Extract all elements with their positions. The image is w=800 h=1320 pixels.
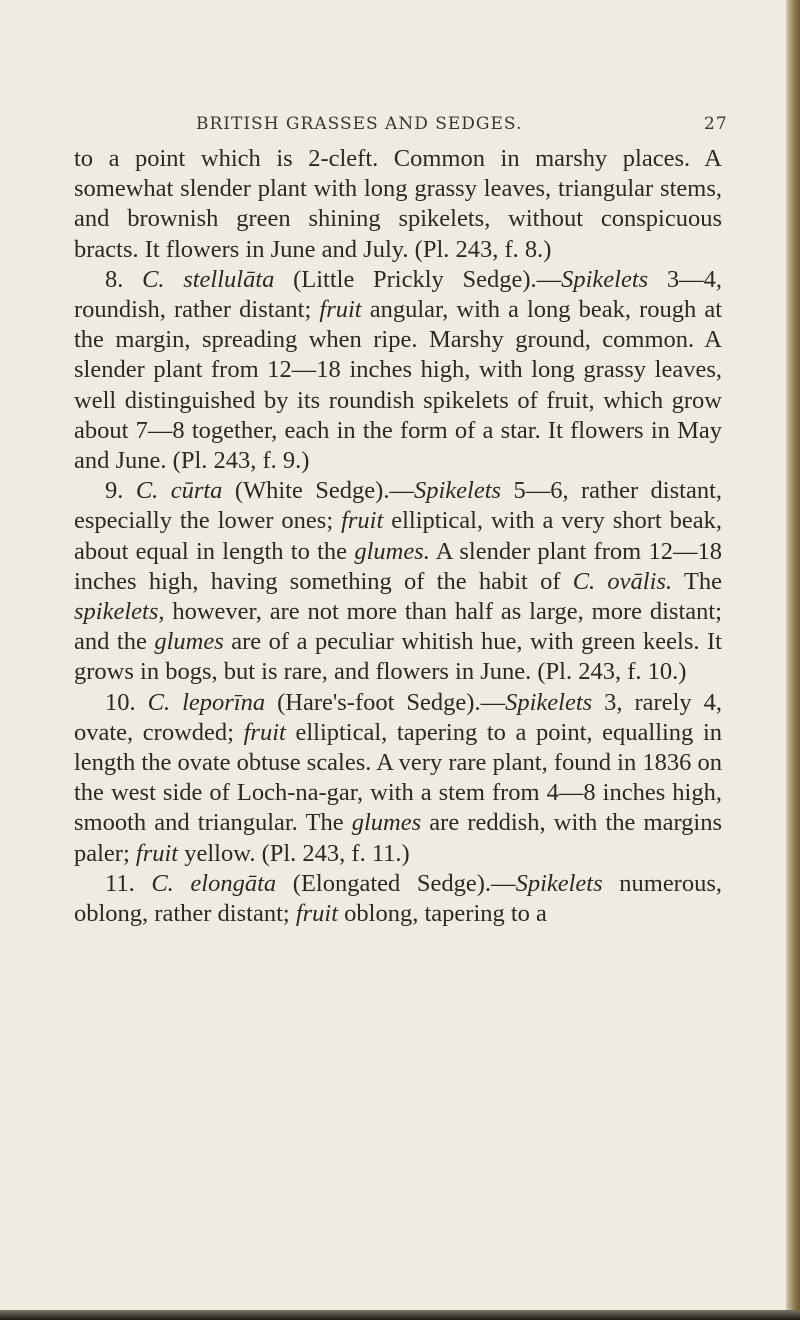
- text-run: 3—4, roundish, rather distant;: [74, 265, 722, 324]
- entry-number: 11.: [105, 869, 152, 897]
- paragraph-species-11: [74, 869, 722, 929]
- term-spikelets: Spikelets: [413, 477, 502, 505]
- entry-number: 10.: [105, 688, 148, 716]
- species-reference: C. ovālis.: [572, 567, 673, 595]
- text-run: oblong, tapering to a: [338, 900, 547, 928]
- text-run: 5—6, rather distant, especially the lower ones;: [74, 477, 723, 535]
- term-spikelets: spikelets,: [74, 598, 165, 626]
- term-glumes: glumes.: [354, 537, 430, 565]
- text-run: A slender plant from 12—18 inches high, having something of the habit of: [74, 537, 722, 595]
- text-run: however, are not more than half as large, more distant; and the: [74, 598, 722, 656]
- term-fruit: fruit: [319, 296, 362, 324]
- text-run: elliptical, tapering to a point, equalling in length the ovate obtuse scales. A very rare plant, found in 1836 on the west side of Loch-na-gar, with a stem from 4—8 inches high, smooth and triangular. The: [74, 718, 722, 837]
- common-name: (Little Prickly Sedge).—: [274, 265, 562, 293]
- entry-number: 8.: [105, 265, 143, 293]
- term-fruit: fruit: [135, 839, 179, 867]
- text-run: numerous, oblong, rather distant;: [74, 869, 723, 928]
- paragraph-species-10: [74, 688, 722, 869]
- species-name: C. leporīna: [147, 688, 266, 716]
- paragraph-species-9: [74, 476, 722, 687]
- paragraph-species-8: [74, 265, 722, 476]
- term-fruit: fruit: [243, 718, 286, 746]
- term-spikelets: Spikelets: [561, 265, 649, 293]
- term-glumes: glumes: [351, 809, 422, 837]
- term-fruit: fruit: [295, 900, 339, 928]
- text-run: are of a peculiar whitish hue, with green keels. It grows in bogs, but is rare, and flowers in June. (Pl. 243, f. 10.): [74, 628, 722, 686]
- text-run: yellow. (Pl. 243, f. 11.): [178, 839, 410, 867]
- term-fruit: fruit: [341, 507, 384, 535]
- page-edge-shadow: [786, 0, 800, 1320]
- text-run: 3, rarely 4, ovate, crowded;: [74, 688, 722, 746]
- running-title: BRITISH GRASSES AND SEDGES.: [196, 114, 523, 134]
- term-glumes: glumes: [154, 628, 224, 656]
- text-run: elliptical, with a very short beak, about equal in length to the: [74, 507, 722, 565]
- species-name: C. elongāta: [151, 869, 277, 897]
- common-name: (White Sedge).—: [222, 477, 414, 505]
- common-name: (Hare's-foot Sedge).—: [265, 688, 506, 716]
- body-text: [74, 144, 722, 929]
- species-name: C. stellulāta: [142, 265, 275, 293]
- text-run: are reddish, with the margins paler;: [74, 809, 722, 867]
- text-run: angular, with a long beak, rough at the margin, spreading when ripe. Marshy ground, common. A slender plant from 12—18 inches high, with long grassy leaves, well distinguished by its roundish spikelets of fruit, which grow about 7—8 together, each in the form of a star. It flowers in May and June. (Pl. 243, f. 9.): [74, 296, 722, 475]
- page-number: 27: [704, 114, 728, 134]
- text-run: The: [672, 567, 722, 595]
- term-spikelets: Spikelets: [515, 869, 603, 897]
- common-name: (Elongated Sedge).—: [276, 869, 516, 897]
- entry-number: 9.: [105, 477, 136, 505]
- paragraph-continuation: [74, 144, 722, 265]
- species-name: C. cūrta: [135, 477, 223, 505]
- term-spikelets: Spikelets: [505, 688, 593, 716]
- running-head: [0, 114, 800, 140]
- scan-bottom-border: [0, 1310, 800, 1320]
- text-run: to a point which is 2-cleft. Common in marshy places. A somewhat slender plant with long grassy leaves, triangular stems, and brownish green shining spikelets, without conspicuous bracts. It flowers in June and July. (Pl. 243, f. 8.): [74, 145, 722, 263]
